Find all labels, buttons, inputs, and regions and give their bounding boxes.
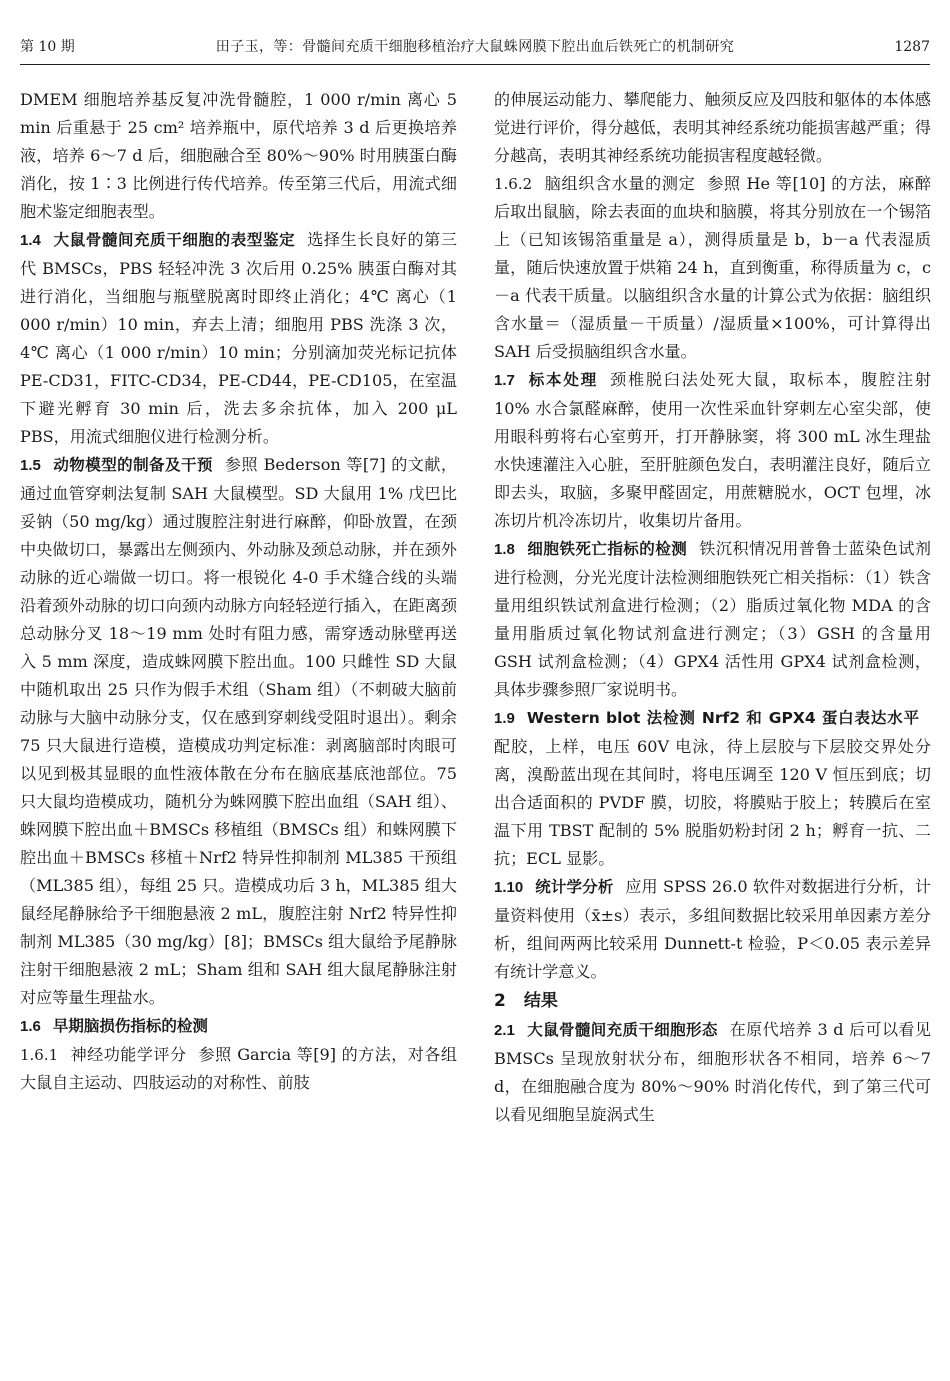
section-number: 2 xyxy=(494,991,506,1011)
section-1-6-2 xyxy=(494,170,931,366)
section-1-4 xyxy=(20,226,457,451)
section-1-10 xyxy=(494,873,931,986)
section-title: 早期脑损伤指标的检测 xyxy=(52,1017,208,1035)
subsection-number: 1.6.1 xyxy=(20,1046,59,1064)
section-1-7 xyxy=(494,366,931,535)
section-title: 结果 xyxy=(523,991,558,1011)
paragraph-continued: 的伸展运动能力、攀爬能力、触须反应及四肢和躯体的本体感觉进行评价，得分越低，表明其神经系统功能损害越严重；得分越高，表明其神经系统功能损害程度越轻微。 xyxy=(494,90,931,165)
section-number: 2.1 xyxy=(494,1022,515,1039)
section-title: 动物模型的制备及干预 xyxy=(52,456,213,474)
subsection-title: 脑组织含水量的测定 xyxy=(544,174,696,193)
section-1-8 xyxy=(494,535,931,704)
left-column xyxy=(20,86,457,1097)
section-2-heading xyxy=(494,986,931,1016)
running-title: 田子玉，等：骨髓间充质干细胞移植治疗大鼠蛛网膜下腔出血后铁死亡的机制研究 xyxy=(215,39,735,55)
section-text: 配胶，上样，电压 60V 电泳，待上层胶与下层胶交界处分离，溴酚蓝出现在其间时，将电压调至 120 V 恒压到底；切出合适面积的 PVDF 膜，切胶，将膜贴于胶上；转膜后在室温下用 TBST 配制的 5% 脱脂奶粉封闭 2 h；孵育一抗、二抗；ECL 显影。 xyxy=(494,737,931,868)
paragraph-continued: DMEM 细胞培养基反复冲洗骨髓腔，1 000 r/min 离心 5 min 后重悬于 25 cm² 培养瓶中，原代培养 3 d 后更换培养液，培养 6～7 d 后，细胞融合至 80%～90% 时用胰蛋白酶消化，按 1∶3 比例进行传代培养。传至第三代后，用流式细胞术鉴定细胞表型。 xyxy=(20,90,457,221)
right-column xyxy=(494,86,931,1129)
section-1-5 xyxy=(20,451,457,1012)
section-number: 1.9 xyxy=(494,710,515,727)
section-number: 1.8 xyxy=(494,541,515,558)
issue-label: 第 10 期 xyxy=(20,39,75,55)
section-1-6 xyxy=(20,1012,457,1041)
section-text: 参照 Bederson 等[7] 的文献，通过血管穿刺法复制 SAH 大鼠模型。SD 大鼠用 1% 戊巴比妥钠（50 mg/kg）通过腹腔注射进行麻醉，仰卧放置，在颈中央做切口，暴露出左侧颈内、外动脉及颈总动脉，并在颈外动脉的近心端做一切口。将一根锐化 4-0 手术缝合线的头端沿着颈外动脉的切口向颈内动脉方向轻轻逆行插入，在距离颈总动脉分叉 18～19 mm 处时有阻力感，需穿透动脉壁再送入 5 mm 深度，造成蛛网膜下腔出血。100 只雌性 SD 大鼠中随机取出 25 只作为假手术组（Sham 组）（不刺破大脑前动脉与大脑中动脉分支，仅在感到穿刺线受阻时退出）。剩余 75 只大鼠进行造模，造模成功判定标准：剥离脑部时肉眼可以见到极其显眼的血性液体散在分布在脑底基底池部位。75 只大鼠均造模成功，随机分为蛛网膜下腔出血组（SAH 组）、蛛网膜下腔出血＋BMSCs 移植组（BMSCs 组）和蛛网膜下腔出血＋BMSCs 移植＋Nrf2 特异性抑制剂 ML385 干预组（ML385 组），每组 25 只。造模成功后 3 h，ML385 组大鼠经尾静脉给予干细胞悬液 2 mL，腹腔注射 Nrf2 特异性抑制剂 ML385（30 mg/kg）[8]；BMSCs 组大鼠给予尾静脉注射干细胞悬液 2 mL；Sham 组和 SAH 组大鼠尾静脉注射对应等量生理盐水。 xyxy=(20,455,457,1007)
subsection-title: 神经功能学评分 xyxy=(70,1045,187,1064)
section-number: 1.10 xyxy=(494,879,524,896)
page-number: 1287 xyxy=(894,39,930,55)
section-text: 选择生长良好的第三代 BMSCs，PBS 轻轻冲洗 3 次后用 0.25% 胰蛋白酶对其进行消化，当细胞与瓶壁脱离时即终止消化；4℃ 离心（1 000 r/min）10 min，弃去上清；细胞用 PBS 洗涤 3 次，4℃ 离心（1 000 r/min）10 min；分别滴加荧光标记抗体 PE-CD31，FITC-CD34，PE-CD44，PE-CD105，在室温下避光孵育 30 min 后，洗去多余抗体，加入 200 μL PBS，用流式细胞仪进行检测分析。 xyxy=(20,230,457,446)
section-text: 应用 SPSS 26.0 软件对数据进行分析，计量资料使用（x̄±s）表示，多组间数据比较采用单因素方差分析，组间两两比较采用 Dunnett-t 检验，P＜0.05 表示差异有统计学意义。 xyxy=(494,877,931,981)
section-1-6-1 xyxy=(20,1041,457,1097)
section-number: 1.4 xyxy=(20,232,41,249)
section-text: 在原代培养 3 d 后可以看见 BMSCs 呈现放射状分布，细胞形状各不相同，培养 6～7 d，在细胞融合度为 80%～90% 时消化传代，到了第三代可以看见细胞呈旋涡式生 xyxy=(494,1020,931,1124)
running-header xyxy=(20,30,930,65)
section-text: 颈椎脱臼法处死大鼠，取标本，腹腔注射 10% 水合氯醛麻醉，使用一次性采血针穿刺左心室尖部，使用眼科剪将右心室剪开，打开静脉窦，将 300 mL 冰生理盐水快速灌注入心脏，至肝脏颜色发白，表明灌注良好，随后立即去头，取脑，多聚甲醛固定，用蔗糖脱水，OCT 包埋，冰冻切片机冷冻切片，收集切片备用。 xyxy=(494,370,931,530)
section-title: 大鼠骨髓间充质干细胞形态 xyxy=(526,1021,718,1039)
section-title: 统计学分析 xyxy=(535,878,614,896)
section-text: 铁沉积情况用普鲁士蓝染色试剂进行检测，分光光度计法检测细胞铁死亡相关指标：（1）铁含量用组织铁试剂盒进行检测；（2）脂质过氧化物 MDA 的含量用脂质过氧化物试剂盒进行测定；（3）GSH 的含量用 GSH 试剂盒检测；（4）GPX4 活性用 GPX4 试剂盒检测，具体步骤参照厂家说明书。 xyxy=(494,539,931,699)
section-1-9 xyxy=(494,704,931,873)
section-title: Western blot 法检测 Nrf2 和 GPX4 蛋白表达水平 xyxy=(526,709,919,727)
section-title: 细胞铁死亡指标的检测 xyxy=(526,540,688,558)
section-text: 参照 Garcia 等[9] 的方法，对各组大鼠自主运动、四肢运动的对称性、前肢 xyxy=(20,1045,458,1092)
section-number: 1.5 xyxy=(20,457,41,474)
section-number: 1.7 xyxy=(494,372,515,389)
section-title: 标本处理 xyxy=(526,371,599,389)
section-number: 1.6 xyxy=(20,1018,41,1035)
section-text: 参照 He 等[10] 的方法，麻醉后取出鼠脑，除去表面的血块和脑膜，将其分别放在一个锡箔上（已知该锡箔重量是 a），测得质量是 b，b－a 代表湿质量，随后快速放置于烘箱 24 h，直到衡重，称得质量为 c，c－a 代表干质量。以脑组织含水量的计算公式为依据：脑组织含水量＝（湿质量－干质量）/湿质量×100%，可计算得出 SAH 后受损脑组织含水量。 xyxy=(494,174,931,361)
subsection-number: 1.6.2 xyxy=(494,175,533,193)
section-2-1 xyxy=(494,1016,931,1129)
section-title: 大鼠骨髓间充质干细胞的表型鉴定 xyxy=(52,231,296,249)
